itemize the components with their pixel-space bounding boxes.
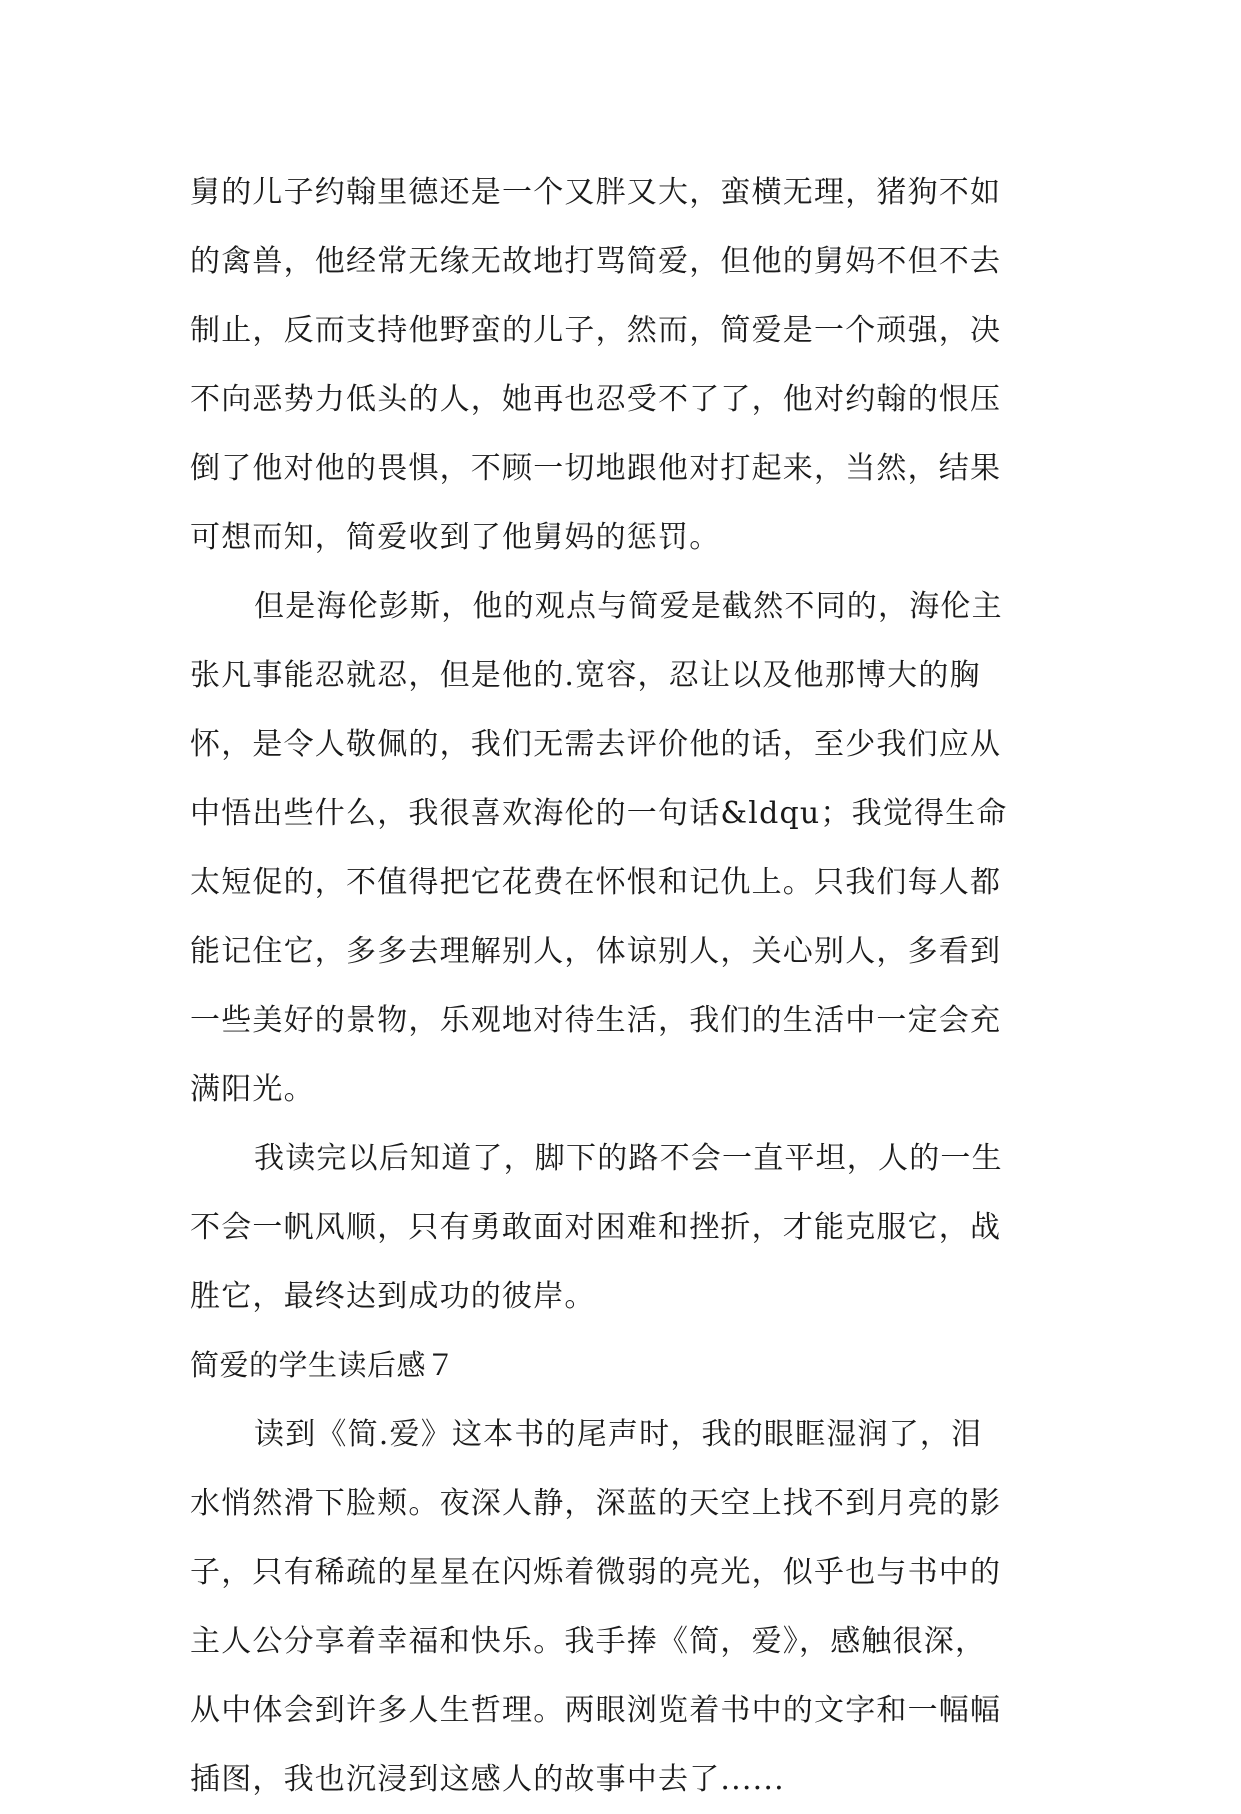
paragraph-line: 插图，我也沉浸到这感人的故事中去了...... [190,1762,785,1797]
document-body [190,158,1060,1814]
paragraph-line: 不会一帆风顺，只有勇敢面对困难和挫折，才能克服它，战 [190,1210,1002,1245]
paragraph-line: 一些美好的景物，乐观地对待生活，我们的生活中一定会充 [190,1003,1002,1038]
paragraph-line: 中悟出些什么，我很喜欢海伦的一句话&ldqu；我觉得生命 [190,796,1008,831]
paragraph-line: 主人公分享着幸福和快乐。我手捧《简，爱》，感触很深， [190,1624,987,1659]
paragraph-line: 舅的儿子约翰里德还是一个又胖又大，蛮横无理，猪狗不如 [190,175,1002,210]
paragraph-line: 读到《简.爱》这本书的尾声时，我的眼眶湿润了，泪 [254,1417,983,1452]
paragraph-line: 但是海伦彭斯，他的观点与简爱是截然不同的，海伦主 [254,589,1003,624]
paragraph-line: 子，只有稀疏的星星在闪烁着微弱的亮光，似乎也与书中的 [190,1555,1002,1590]
paragraph-line: 满阳光。 [190,1072,315,1107]
paragraph-line: 太短促的，不值得把它花费在怀恨和记仇上。只我们每人都 [190,865,1002,900]
paragraph-line: 胜它，最终达到成功的彼岸。 [190,1279,596,1314]
paragraph-line: 张凡事能忍就忍，但是他的.宽容，忍让以及他那博大的胸 [190,658,981,693]
paragraph-line: 水悄然滑下脸颊。夜深人静，深蓝的天空上找不到月亮的影 [190,1486,1002,1521]
paragraph-line: 的禽兽，他经常无缘无故地打骂简爱，但他的舅妈不但不去 [190,244,1002,279]
paragraph-2 [190,572,1060,1124]
paragraph-line: 能记住它，多多去理解别人，体谅别人，关心别人，多看到 [190,934,1002,969]
paragraph-line: 怀，是令人敬佩的，我们无需去评价他的话，至少我们应从 [190,727,1002,762]
paragraph-line: 制止，反而支持他野蛮的儿子，然而，简爱是一个顽强，决 [190,313,1002,348]
paragraph-line: 倒了他对他的畏惧，不顾一切地跟他对打起来，当然，结果 [190,451,1002,486]
paragraph-line: 从中体会到许多人生哲理。两眼浏览着书中的文字和一幅幅 [190,1693,1002,1728]
section-heading: 简爱的学生读后感７ [190,1348,456,1382]
paragraph-line: 不向恶势力低头的人，她再也忍受不了了，他对约翰的恨压 [190,382,1002,417]
paragraph-line: 可想而知，简爱收到了他舅妈的惩罚。 [190,520,721,555]
paragraph-line: 我读完以后知道了，脚下的路不会一直平坦，人的一生 [254,1141,1003,1176]
paragraph-4 [190,1400,1060,1814]
paragraph-3 [190,1124,1060,1331]
paragraph-1 [190,158,1060,572]
